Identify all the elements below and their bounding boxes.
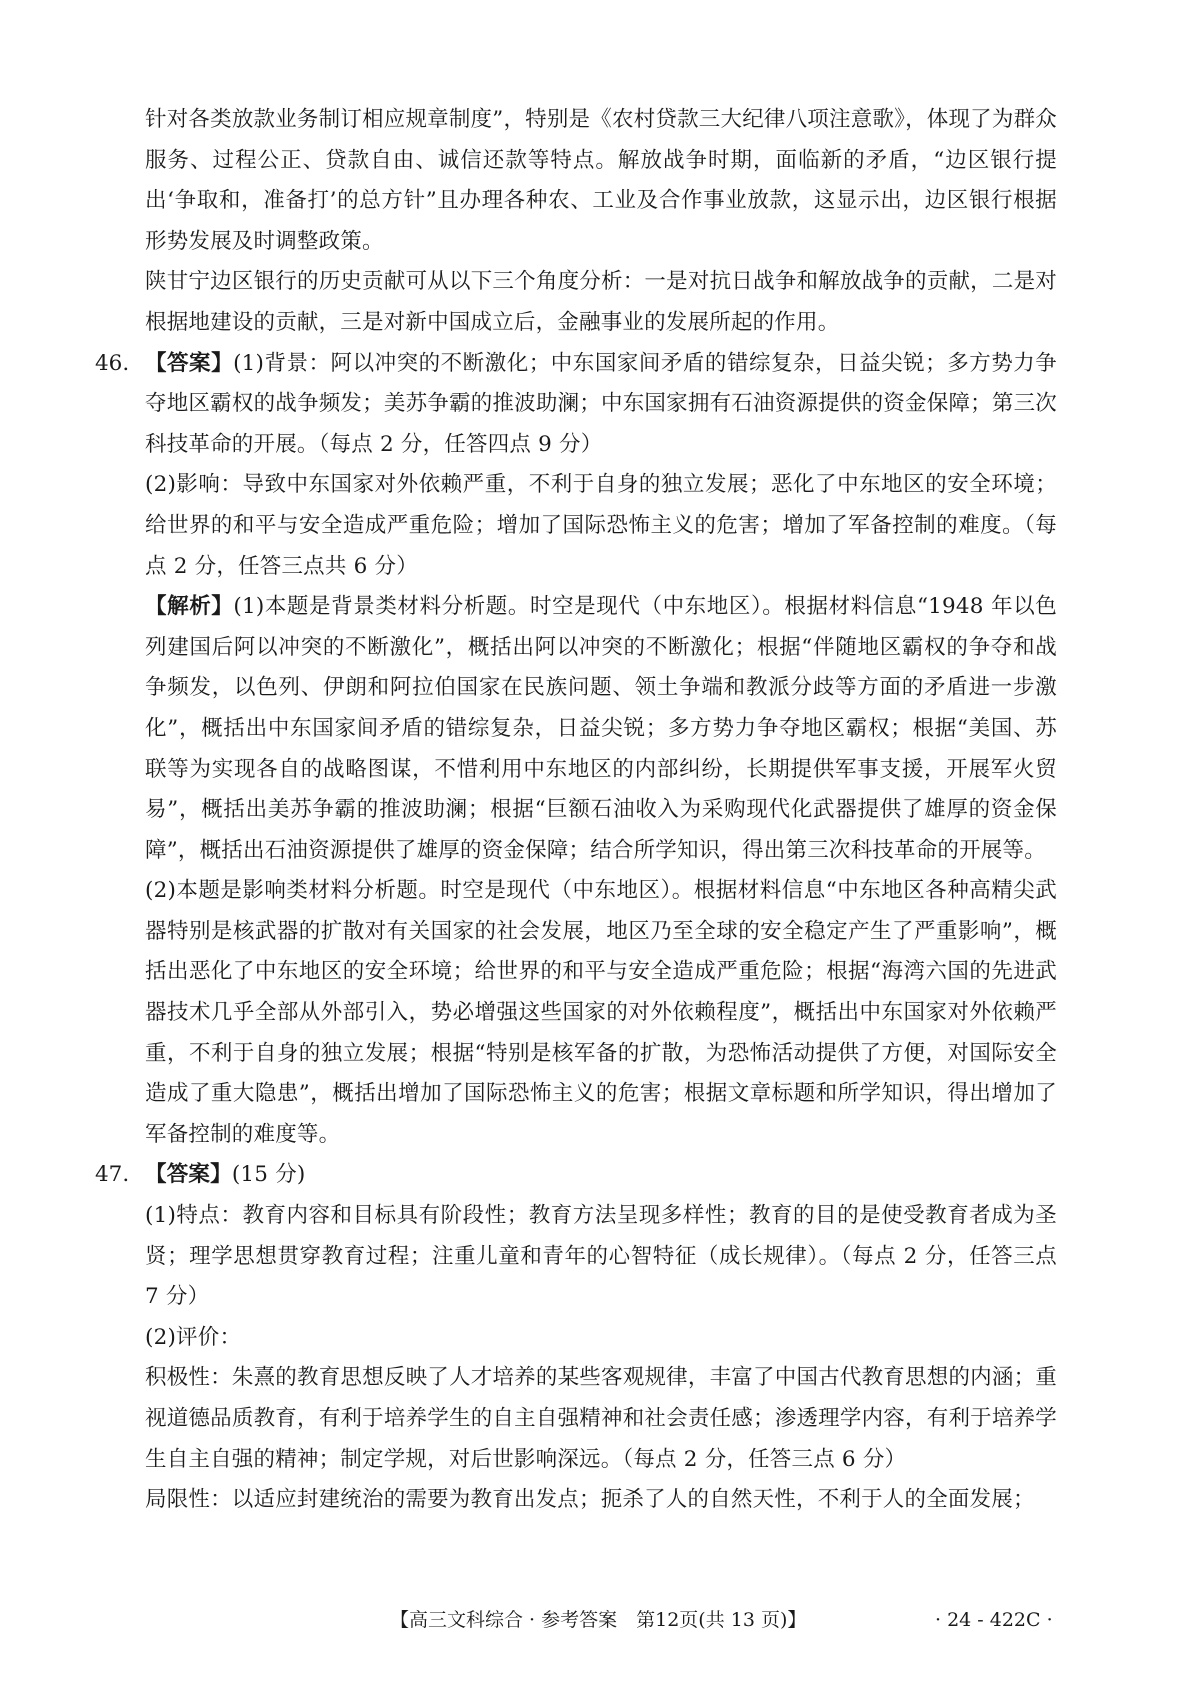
- footer-code: · 24 - 422C ·: [935, 1609, 1053, 1631]
- answer-score: (15 分): [231, 1162, 306, 1188]
- analysis-part-2: (2)本题是影响类材料分析题。时空是现代（中东地区）。根据材料信息“中东地区各种高精尖武器特别是核武器的扩散对有关国家的社会发展，地区乃至全球的安全稳定产生了严重影响”，概括出恶化了中东地区的安全环境；给世界的和平与安全造成严重危险；根据“海湾六国的先进武器技术几乎全部从外部引入，势必增强这些国家的对外依赖程度”，概括出中东国家对外依赖严重，不利于自身的独立发展；根据“特别是核军备的扩散，为恐怖活动提供了方便，对国际安全造成了重大隐患”，概括出增加了国际恐怖主义的危害；根据文章标题和所学知识，得出增加了军备控制的难度等。: [145, 878, 1057, 1147]
- answer-negative: 局限性：以适应封建统治的需要为教育出发点；扼杀了人的自然天性，不利于人的全面发展；: [145, 1487, 1035, 1513]
- answer-tag: 【答案】: [145, 350, 234, 376]
- question-46: [95, 344, 1057, 1156]
- analysis-part-1: [145, 587, 1057, 871]
- answer-text: (1)背景：阿以冲突的不断激化；中东国家间矛盾的错综复杂，日益尖锐；多方势力争夺地区霸权的战争频发；美苏争霸的推波助澜；中东国家拥有石油资源提供的资金保障；第三次科技革命的开展。（每点 2 分，任答四点 9 分）: [145, 350, 1057, 457]
- page-footer: [0, 1603, 1200, 1637]
- analysis-tag: 【解析】: [145, 594, 234, 620]
- answer-part-1: (1)特点：教育内容和目标具有阶段性；教育方法呈现多样性；教育的目的是使受教育者成为圣贤；理学思想贯穿教育过程；注重儿童和青年的心智特征（成长规律）。（每点 2 分，任答三点 7 分）: [145, 1203, 1057, 1310]
- question-47: [95, 1155, 1057, 1520]
- paragraph-bank-contribution: 陕甘宁边区银行的历史贡献可从以下三个角度分析：一是对抗日战争和解放战争的贡献，二是对根据地建设的贡献，三是对新中国成立后，金融事业的发展所起的作用。: [145, 269, 1057, 335]
- page-content: [95, 100, 1057, 1521]
- answer-part-2: (2)影响：导致中东国家对外依赖严重，不利于自身的独立发展；恶化了中东地区的安全环境；给世界的和平与安全造成严重危险；增加了国际恐怖主义的危害；增加了军备控制的难度。（每点 2 分，任答三点共 6 分）: [145, 472, 1057, 579]
- answer-positive: 积极性：朱熹的教育思想反映了人才培养的某些客观规律，丰富了中国古代教育思想的内涵；重视道德品质教育，有利于培养学生的自主自强精神和社会责任感；渗透理学内容，有利于培养学生自主自强的精神；制定学规，对后世影响深远。（每点 2 分，任答三点 6 分）: [145, 1365, 1057, 1472]
- answer-tag: 【答案】: [145, 1162, 232, 1188]
- answer-part-1: [145, 344, 1057, 466]
- question-number: 47.: [95, 1162, 130, 1188]
- analysis-text: (1)本题是背景类材料分析题。时空是现代（中东地区）。根据材料信息“1948 年以色列建国后阿以冲突的不断激化”，概括出阿以冲突的不断激化；根据“伴随地区霸权的争夺和战争频发，以色列、伊朗和阿拉伯国家在民族问题、领土争端和教派分歧等方面的矛盾进一步激化”，概括出中东国家间矛盾的错综复杂，日益尖锐；多方势力争夺地区霸权；根据“美国、苏联等为实现各自的战略图谋，不惜利用中东地区的内部纠纷，长期提供军事支援，开展军火贸易”，概括出美苏争霸的推波助澜；根据“巨额石油收入为采购现代化武器提供了雄厚的资金保障”，概括出石油资源提供了雄厚的资金保障；结合所学知识，得出第三次科技革命的开展等。: [145, 594, 1057, 863]
- paragraph-bank-features: 针对各类放款业务制订相应规章制度”，特别是《农村贷款三大纪律八项注意歌》，体现了为群众服务、过程公正、贷款自由、诚信还款等特点。解放战争时期，面临新的矛盾，“边区银行提出‘争取和，准备打’的总方针”且办理各种农、工业及合作事业放款，这显示出，边区银行根据形势发展及时调整政策。: [145, 107, 1057, 254]
- answer-part-2-label: (2)评价：: [145, 1324, 242, 1350]
- footer-page-info: 【高三文科综合 · 参考答案 第12页(共 13 页)】: [390, 1609, 807, 1631]
- answer-header: [145, 1155, 1057, 1196]
- question-number: 46.: [95, 350, 130, 376]
